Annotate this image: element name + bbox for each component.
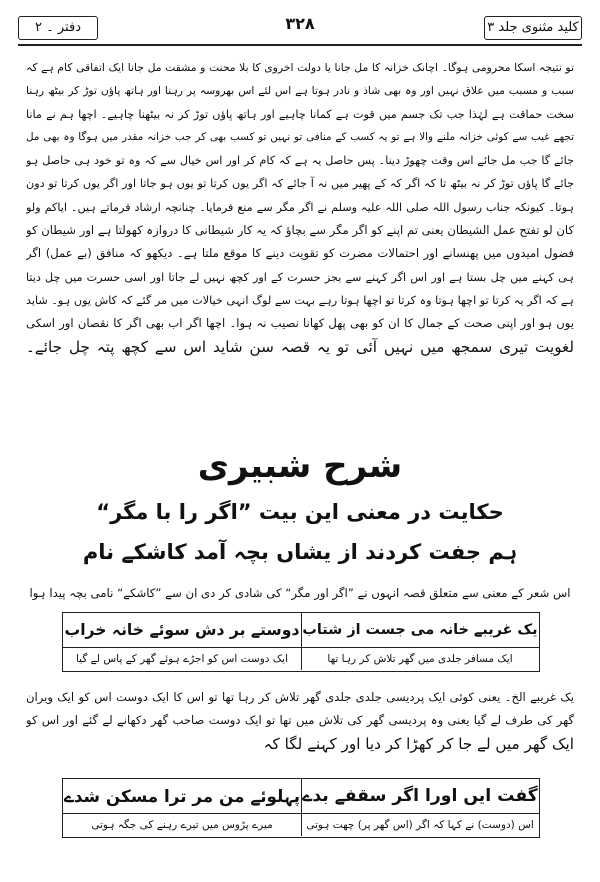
commentary-paragraph [26, 56, 574, 359]
text-line: فضول امیدوں میں پھنسانے اور احتمالات مضرت کو تقویت دینے کا موقع ملتا ہے۔ دیکھو کہ منافق (بے عمل) اگر [26, 246, 574, 261]
text-line: یوں ہو اور اپنی صحت کے جمال کا ان کو بھی پھل کھانا نصیب نہ ہوا۔ اچھا اگر اب بھی اگر کا نقصان اور اسکی [26, 316, 574, 331]
text-line: تو نتیجہ اسکا محرومی ہوگا۔ اچانک خزانہ کا مل جانا یا دولت اخروی کا بلا محنت و مشقت مل جانا ایک اتفاقی کام ہے کہ [26, 61, 574, 74]
page-header [18, 10, 582, 50]
verse-left: پہلوئے من مر ترا مسکن شدے [63, 786, 301, 806]
translation-right: ایک مسافر جلدی میں گھر تلاش کر رہا تھا [327, 653, 513, 665]
text-line: کان لو تفتح عمل الشیطان یعنی تم اپنے کو اگر مگر سے بچاؤ کہ یہ کار شیطانی کا دروازہ کھولتا ہے اور شیطان کو [26, 223, 574, 238]
translation-divider [301, 814, 302, 836]
text-line: ایک گھر میں لے جا کر کھڑا کر دیا اور کہنے لگا کہ [263, 734, 574, 753]
verse-right: گفت ایں اورا اگر سقفے بدے [302, 786, 538, 806]
verse-row [63, 779, 539, 814]
text-line: لغویت تیری سمجھ میں نہیں آئی تو یہ قصہ سن شاید اس سے کچھ پتہ چل جائے۔ [26, 337, 574, 356]
explanation-paragraph [26, 686, 574, 756]
text-line: تجھے غیب سے کوئی خزانہ ملنے والا ہے تو یہ کسب کے منافی تو نہیں تو کسب بھی کر جب خزانہ مقدر میں ہوگا وہ بھی مل [26, 130, 574, 143]
story-heading: حکایت در معنی این بیت ”اگر را با مگر“ [96, 500, 504, 524]
translation-divider [301, 648, 302, 670]
story-verse-heading: ہم جفت کردند از یشاں بچہ آمد کاشکے نام [82, 540, 518, 564]
translation-row [63, 814, 539, 836]
verse-divider [301, 613, 302, 647]
translation-left: ایک دوست اس کو اجڑے ہوئے گھر کے پاس لے گیا [75, 653, 289, 665]
page-number: ۳۲۸ [285, 14, 315, 33]
text-line: سخت حماقت ہے لہٰذا جب تک جسم میں قوت ہے کمانا چاہیے اور ہاتھ پاؤں توڑ کر نہ بیٹھنا چاہیے۔ اچھا ہم نے مانا [26, 107, 574, 121]
text-line: جائے گا پاؤں توڑ کر نہ بیٹھ تا کہ اگر کہ کے پھیر میں نہ آ جائے کہ اگر یوں کرتا تو یوں ہو جاتا اور اگر یوں کرتا تو دون [26, 177, 574, 191]
section-title: شرح شبیری [197, 446, 403, 486]
text-line: ہے کہ اگر یہ کرتا تو اچھا ہوتا وہ کرتا تو اچھا ہوتا رہے بہت سے لوگ انہی خیالات میں مر گئے کہ کاش یوں ہو۔ شاید [26, 293, 574, 307]
verse-left: دوستے بر دش سوئے خانہ خراب [64, 621, 300, 639]
text-line: یک غریبے الخ۔ یعنی کوئی ایک پردیسی جلدی جلدی گھر تلاش کر رہا تھا تو اس کا ایک دوست اس کو ایک ویران [26, 690, 574, 704]
verse-row [63, 613, 539, 648]
verse-divider [301, 779, 302, 813]
verse-table-2 [62, 778, 540, 838]
verse-right: یک غریبے خانہ می جست از شتاب [302, 622, 538, 638]
header-rule [18, 44, 582, 46]
book-title-box: کلید مثنوی جلد ۳ [484, 16, 582, 40]
text-line: ہوتا۔ کیونکہ جناب رسول اللہ صلی اللہ علیہ وسلم نے اگر مگر سے منع فرمایا۔ چنانچہ ارشاد فرماتے ہیں۔ ایاکم ولو [26, 200, 574, 214]
story-intro: اس شعر کے معنی سے متعلق قصہ انہوں نے ”اگر اور مگر“ کی شادی کر دی ان سے ”کاشکے“ نامی بچہ پیدا ہوا [29, 586, 571, 600]
section-box: دفتر ۔ ۲ [18, 16, 98, 40]
translation-right: اس (دوست) نے کہا کہ اگر (اس گھر پر) چھت ہوتی [306, 819, 534, 831]
text-line: سبب و مسبب میں علاق نہیں اور وہ بھی شاذ و نادر ہوتا ہے اس لئے اس بھروسہ پر رہنا اور ہاتھ پاؤں توڑ کر بیٹھ رہنا [26, 84, 574, 98]
verse-table-1 [62, 612, 540, 672]
translation-left: میرے پڑوس میں تیرے رہنے کی جگہ ہوتی [91, 819, 273, 831]
translation-row [63, 648, 539, 670]
text-line: گھر کی طرف لے گیا یعنی وہ پردیسی گھر کی تلاش میں تھا تو ایک دوست صاحب گھر دکھانے لے گئے اور اس کو [26, 713, 574, 728]
text-line: ہی کہنے میں چل بستا ہے اور اس اگر کہنے سے بجز حسرت کے اور کچھ نہیں لے جاتا اور اسی حسرت میں چل دیتا [26, 270, 574, 284]
text-line: جائے گا جب مل جائے اس وقت چھوڑ دینا۔ پس حاصل یہ ہے کہ کام کر اور اس خیال سے کہ وہ تو خود ہی حاصل ہو [26, 154, 574, 168]
